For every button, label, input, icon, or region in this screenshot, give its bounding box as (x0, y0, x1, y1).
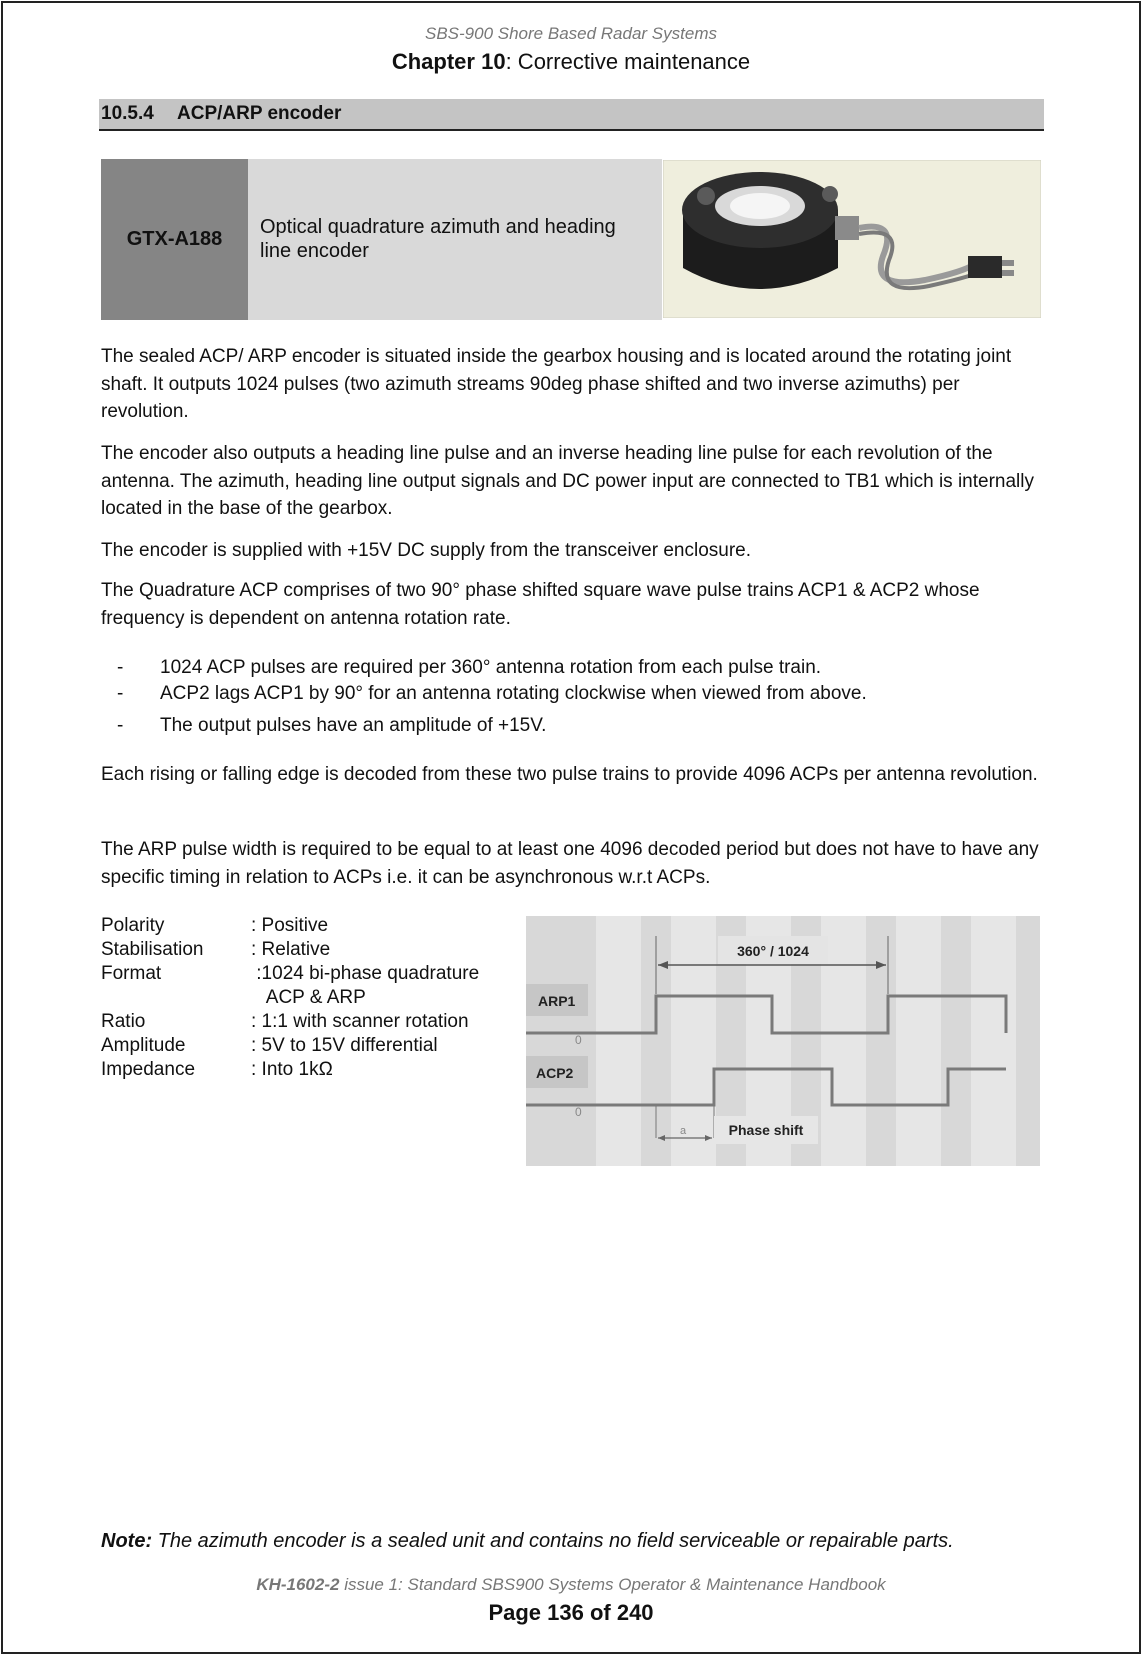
period-label: 360° / 1024 (737, 943, 809, 959)
footer-doc-title: issue 1: Standard SBS900 Systems Operator & Maintenance Handbook (339, 1575, 886, 1594)
paragraph-6: The ARP pulse width is required to be equal to at least one 4096 decoded period but does not have to have any specific timing in relation to ACPs i.e. it can be asynchronous w.r.t ACPs. (101, 839, 1039, 888)
part-table (101, 159, 1042, 320)
section-number: 10.5.4 (101, 103, 154, 124)
section-heading (99, 99, 1044, 131)
paragraph-3: The encoder is supplied with +15V DC supply from the transceiver enclosure. (101, 540, 752, 561)
spec-key: Stabilisation (101, 939, 204, 960)
spec-key: Polarity (101, 915, 165, 936)
timing-diagram (526, 916, 1040, 1166)
spec-key: Ratio (101, 1011, 146, 1032)
spec-value: : 1:1 with scanner rotation (251, 1011, 469, 1032)
spec-key (101, 986, 251, 1010)
acp2-label: ACP2 (536, 1065, 574, 1081)
bullet-dash: - (117, 715, 124, 736)
spec-value: : 5V to 15V differential (251, 1035, 438, 1056)
spec-key: Amplitude (101, 1035, 186, 1056)
bullet-item (117, 713, 546, 739)
spec-value: ACP & ARP (251, 987, 366, 1008)
part-code: GTX-A188 (101, 159, 248, 320)
document-subtitle: SBS-900 Shore Based Radar Systems (425, 24, 717, 43)
bullet-dash: - (117, 657, 124, 678)
zero-label: 0 (575, 1033, 582, 1047)
spec-value: :1024 bi-phase quadrature (251, 963, 480, 984)
footer-document (0, 1575, 1142, 1595)
encoder-photo (662, 159, 1042, 320)
note-text: The azimuth encoder is a sealed unit and contains no field serviceable or repairable parts. (152, 1530, 954, 1552)
chapter-label: Chapter 10 (391, 49, 506, 74)
paragraph-4: The Quadrature ACP comprises of two 90° phase shifted square wave pulse trains ACP1 & ACP2 whose frequency is dependent on antenna rotation rate. (101, 580, 980, 629)
bullet-item (117, 681, 867, 707)
arp1-label: ARP1 (538, 993, 576, 1009)
spec-key: Format (101, 963, 162, 984)
note (101, 1530, 954, 1553)
paragraph-5: Each rising or falling edge is decoded from these two pulse trains to provide 4096 ACPs per antenna revolution. (101, 764, 1038, 785)
chapter-heading (0, 49, 1142, 75)
paragraph-1: The sealed ACP/ ARP encoder is situated inside the gearbox housing and is located around the rotating joint shaft. It outputs 1024 pulses (two azimuth streams 90deg phase shifted and two inverse azimuths) per revolution. (101, 346, 1012, 422)
paragraph-2: The encoder also outputs a heading line pulse and an inverse heading line pulse for each revolution of the antenna. The azimuth, heading line output signals and DC power input are connected to TB1 which is internally located in the base of the gearbox. (101, 443, 1034, 519)
bullet-dash: - (117, 683, 124, 704)
zero-label: 0 (575, 1105, 582, 1119)
spec-key: Impedance (101, 1059, 196, 1080)
encoder-illustration (663, 160, 1041, 318)
footer-doc-id: KH-1602-2 (256, 1575, 340, 1594)
page-number: Page 136 of 240 (488, 1600, 654, 1625)
note-label: Note: (101, 1530, 153, 1552)
bullet-item (117, 655, 821, 681)
spec-value: : Into 1kΩ (251, 1059, 333, 1080)
bullet-text: 1024 ACP pulses are required per 360° antenna rotation from each pulse train. (160, 657, 822, 678)
phase-shift-symbol: a (679, 1125, 687, 1137)
section-title: ACP/ARP encoder (177, 103, 342, 124)
spec-value: : Positive (251, 915, 329, 936)
spec-value: : Relative (251, 939, 331, 960)
chapter-title: : Corrective maintenance (505, 49, 751, 74)
bullet-text: ACP2 lags ACP1 by 90° for an antenna rotating clockwise when viewed from above. (160, 683, 867, 704)
part-description: Optical quadrature azimuth and heading line encoder (248, 159, 662, 320)
phase-shift-label: Phase shift (728, 1122, 804, 1138)
bullet-text: The output pulses have an amplitude of +15V. (160, 715, 547, 736)
